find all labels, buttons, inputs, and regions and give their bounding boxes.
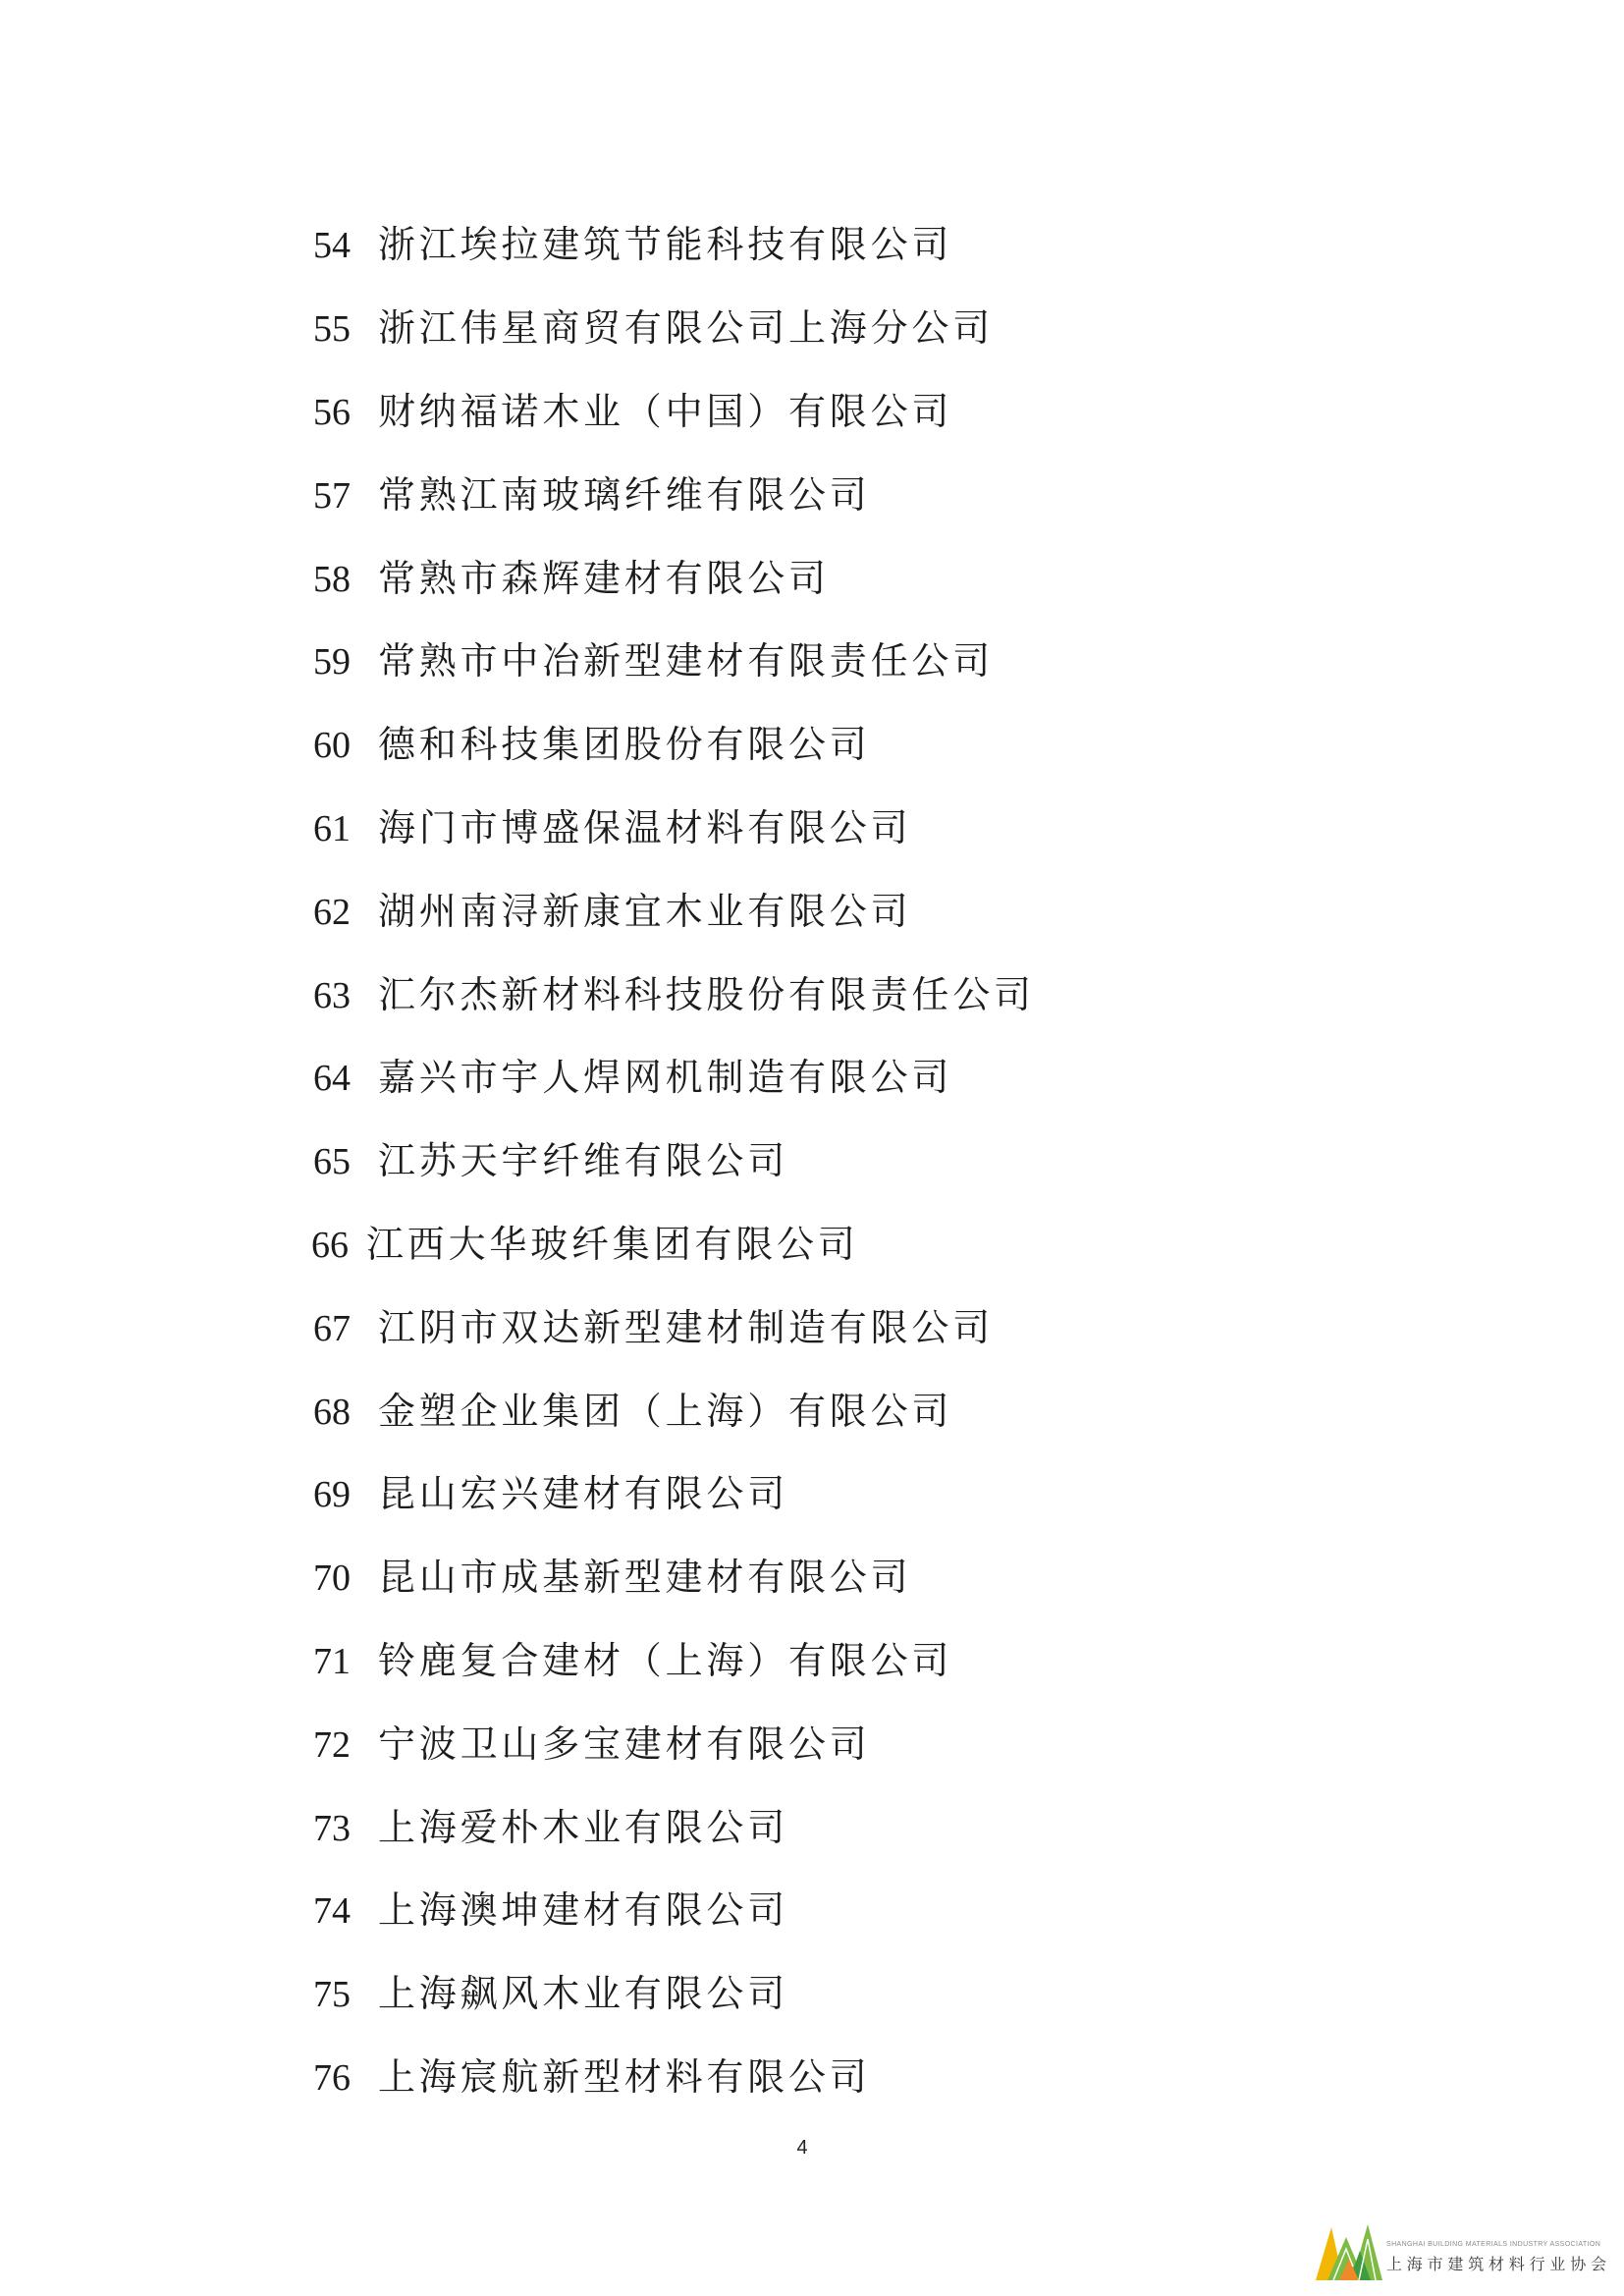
item-number: 74 bbox=[313, 1890, 351, 1933]
list-item bbox=[313, 621, 1393, 704]
company-name: 财纳福诺木业（中国）有限公司 bbox=[378, 391, 953, 433]
item-number: 69 bbox=[313, 1474, 351, 1516]
list-item bbox=[313, 704, 1393, 788]
company-name: 上海澳坤建材有限公司 bbox=[378, 1890, 789, 1933]
company-name: 浙江埃拉建筑节能科技有限公司 bbox=[378, 225, 953, 267]
company-name: 浙江伟星商贸有限公司上海分公司 bbox=[378, 308, 995, 351]
company-name: 上海飙风木业有限公司 bbox=[378, 1974, 789, 2016]
list-item bbox=[313, 454, 1393, 537]
list-item bbox=[313, 954, 1393, 1037]
company-name: 海门市博盛保温材料有限公司 bbox=[378, 807, 912, 849]
company-name: 常熟市中冶新型建材有限责任公司 bbox=[378, 641, 995, 683]
company-name: 上海爱朴木业有限公司 bbox=[378, 1807, 789, 1849]
company-name: 嘉兴市宇人焊网机制造有限公司 bbox=[378, 1058, 953, 1100]
list-item bbox=[313, 788, 1393, 871]
company-name: 德和科技集团股份有限公司 bbox=[378, 725, 871, 767]
company-name: 常熟江南玻璃纤维有限公司 bbox=[378, 474, 871, 517]
company-name: 上海宸航新型材料有限公司 bbox=[378, 2056, 871, 2099]
item-number: 56 bbox=[313, 391, 351, 433]
logo-chinese-name: 上海市建筑材料行业协会 bbox=[1386, 2257, 1611, 2273]
list-item bbox=[313, 1953, 1393, 2037]
list-item bbox=[313, 1620, 1393, 1704]
list-item bbox=[313, 870, 1393, 954]
company-list bbox=[313, 204, 1393, 2119]
item-number: 68 bbox=[313, 1391, 351, 1433]
page-number: 4 bbox=[796, 2137, 808, 2159]
list-item bbox=[313, 371, 1393, 455]
item-number: 54 bbox=[313, 225, 351, 267]
item-number: 57 bbox=[313, 474, 351, 517]
association-logo bbox=[1314, 2221, 1614, 2286]
company-name: 江苏天宇纤维有限公司 bbox=[378, 1141, 789, 1183]
company-name: 宁波卫山多宝建材有限公司 bbox=[378, 1723, 871, 1766]
item-number: 64 bbox=[313, 1058, 351, 1100]
item-number: 75 bbox=[313, 1974, 351, 2016]
list-item bbox=[313, 1286, 1393, 1370]
item-number: 66 bbox=[311, 1224, 349, 1266]
item-number: 71 bbox=[313, 1640, 351, 1682]
list-item bbox=[313, 1037, 1393, 1121]
company-name: 金塑企业集团（上海）有限公司 bbox=[378, 1391, 953, 1433]
company-name: 江西大华玻纤集团有限公司 bbox=[366, 1224, 859, 1266]
company-name: 昆山宏兴建材有限公司 bbox=[378, 1474, 789, 1516]
list-item bbox=[313, 2037, 1393, 2120]
list-item bbox=[313, 1537, 1393, 1620]
company-name: 常熟市森辉建材有限公司 bbox=[378, 558, 830, 600]
list-item bbox=[313, 1703, 1393, 1786]
company-name: 汇尔杰新材料科技股份有限责任公司 bbox=[378, 974, 1035, 1016]
item-number: 63 bbox=[313, 974, 351, 1016]
item-number: 58 bbox=[313, 558, 351, 600]
item-number: 70 bbox=[313, 1558, 351, 1600]
item-number: 72 bbox=[313, 1723, 351, 1766]
list-item bbox=[313, 1786, 1393, 1870]
item-number: 76 bbox=[313, 2056, 351, 2099]
list-item bbox=[313, 1870, 1393, 1953]
list-item bbox=[313, 288, 1393, 371]
company-name: 江阴市双达新型建材制造有限公司 bbox=[378, 1307, 995, 1349]
item-number: 60 bbox=[313, 725, 351, 767]
item-number: 55 bbox=[313, 308, 351, 351]
list-item bbox=[313, 1204, 1393, 1287]
mountain-logo-icon bbox=[1314, 2221, 1384, 2282]
list-item bbox=[313, 204, 1393, 288]
item-number: 67 bbox=[313, 1307, 351, 1349]
list-item bbox=[313, 1370, 1393, 1453]
item-number: 73 bbox=[313, 1807, 351, 1849]
item-number: 61 bbox=[313, 807, 351, 849]
company-name: 湖州南浔新康宜木业有限公司 bbox=[378, 891, 912, 933]
item-number: 62 bbox=[313, 891, 351, 933]
company-name: 昆山市成基新型建材有限公司 bbox=[378, 1558, 912, 1600]
logo-english-name: SHANGHAI BUILDING MATERIALS INDUSTRY ASSOCIATION bbox=[1386, 2241, 1601, 2248]
list-item bbox=[313, 537, 1393, 621]
list-item bbox=[313, 1453, 1393, 1537]
item-number: 65 bbox=[313, 1141, 351, 1183]
list-item bbox=[313, 1121, 1393, 1204]
item-number: 59 bbox=[313, 641, 351, 683]
company-name: 铃鹿复合建材（上海）有限公司 bbox=[378, 1640, 953, 1682]
